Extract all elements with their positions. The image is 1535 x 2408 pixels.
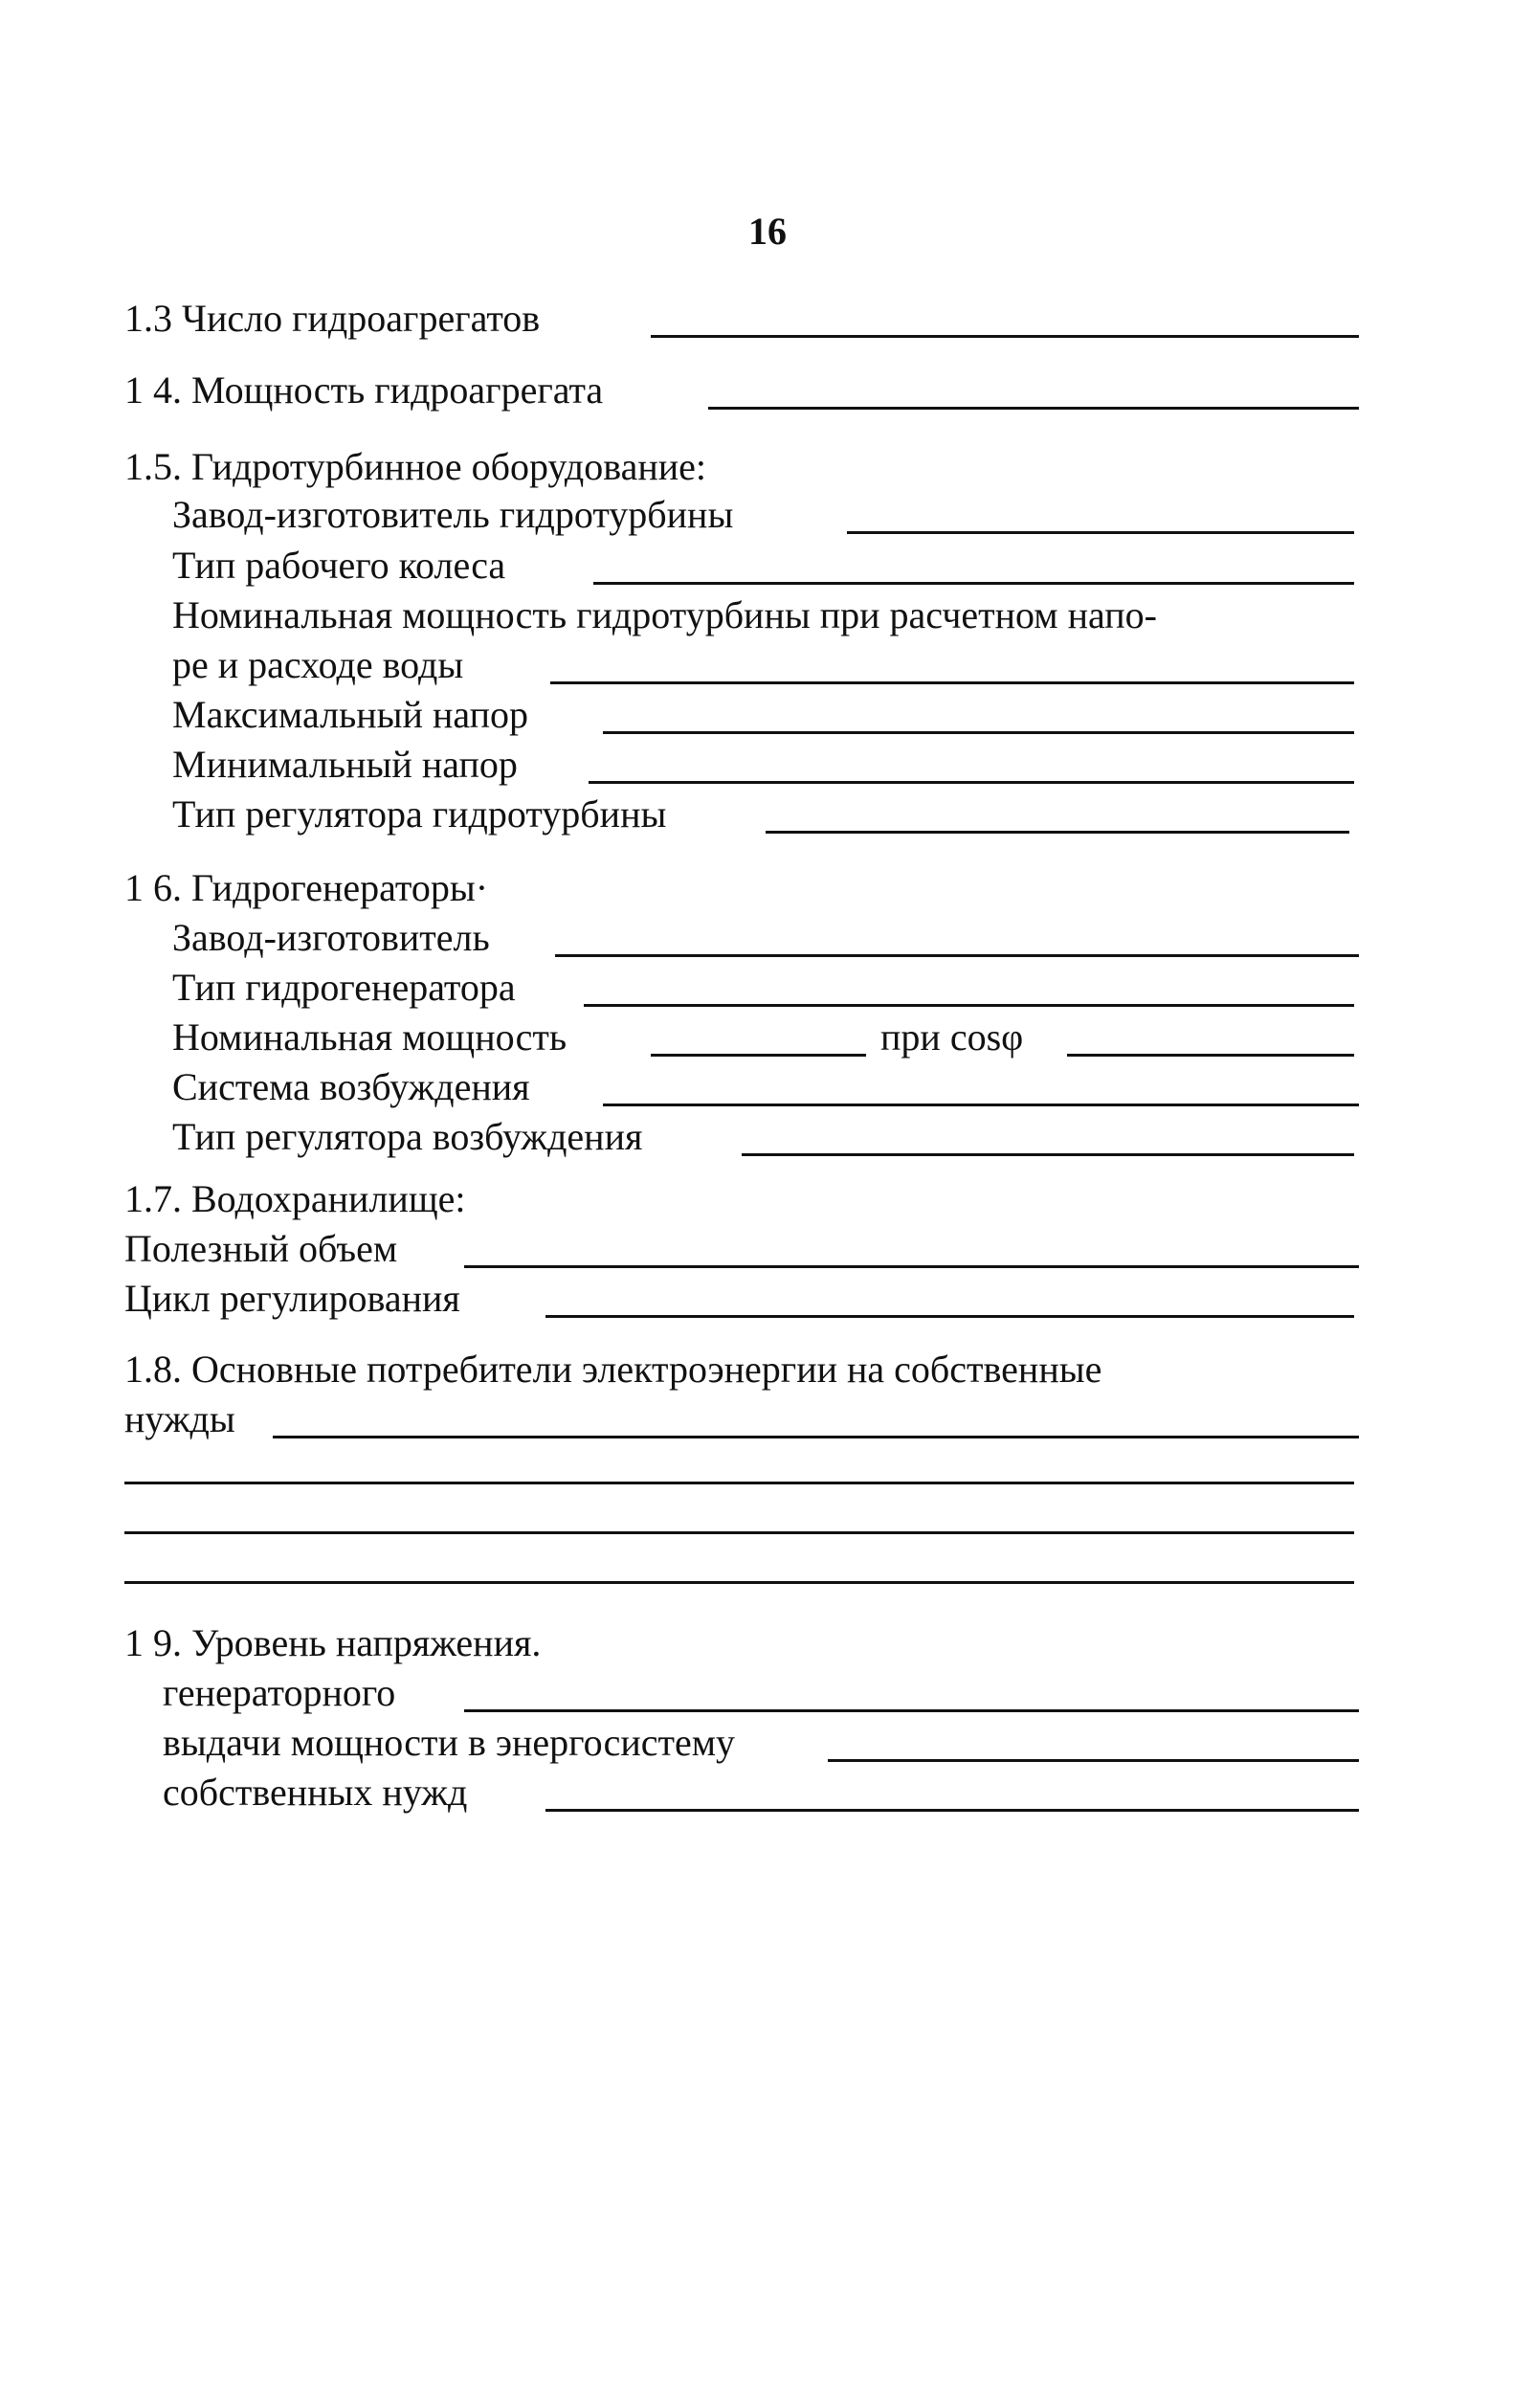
heading-turbine-equipment: 1.5. Гидротурбинное оборудование: [124, 445, 707, 488]
row-useful-volume [0, 1227, 1535, 1271]
field-generator-type[interactable] [584, 1004, 1354, 1007]
page-number: 16 [748, 210, 787, 253]
row-generator-manufacturer [0, 916, 1535, 960]
field-excitation-system[interactable] [603, 1104, 1359, 1106]
row-generator-type [0, 966, 1535, 1010]
section-heading-reservoir [0, 1177, 1535, 1221]
row-generator-rated-power [0, 1015, 1535, 1059]
row-turbine-manufacturer [0, 493, 1535, 537]
label-voltage-generator: генераторного [163, 1671, 396, 1714]
heading-reservoir: 1.7. Водохранилище: [124, 1177, 466, 1220]
label-aux-needs: нужды [124, 1397, 235, 1440]
field-number-of-units[interactable] [651, 335, 1359, 338]
field-excitation-regulator[interactable] [742, 1153, 1354, 1156]
row-blank-2 [0, 1503, 1535, 1547]
field-turbine-governor[interactable] [766, 831, 1349, 834]
label-regulation-cycle: Цикл регулирования [124, 1277, 460, 1320]
row-unit-power [0, 368, 1535, 412]
field-generator-rated-power[interactable] [651, 1054, 866, 1057]
field-max-head[interactable] [603, 731, 1354, 734]
field-generator-manufacturer[interactable] [555, 954, 1359, 957]
label-cos-phi: при cosφ [880, 1015, 1024, 1059]
label-generator-rated-power: Номинальная мощность [172, 1015, 567, 1059]
label-turbine-rated-power-cont: ре и расходе воды [172, 643, 464, 686]
field-voltage-generator[interactable] [464, 1709, 1359, 1712]
label-number-of-units: 1.3 Число гидроагрегатов [124, 297, 541, 340]
label-turbine-rated-power: Номинальная мощность гидротурбины при расчетном напо- [172, 593, 1157, 636]
row-aux-needs [0, 1397, 1535, 1441]
row-voltage-aux [0, 1771, 1535, 1815]
row-runner-type [0, 544, 1535, 588]
row-excitation-regulator [0, 1115, 1535, 1159]
row-voltage-output [0, 1721, 1535, 1765]
label-generator-manufacturer: Завод-изготовитель [172, 916, 490, 959]
row-blank-1 [0, 1453, 1535, 1497]
row-rated-power-1 [0, 593, 1535, 637]
label-voltage-aux: собственных нужд [163, 1771, 468, 1814]
field-min-head[interactable] [589, 781, 1354, 784]
field-aux-needs[interactable] [273, 1436, 1359, 1438]
field-unit-power[interactable] [708, 407, 1359, 410]
label-turbine-governor: Тип регулятора гидротурбины [172, 792, 667, 836]
row-voltage-generator [0, 1671, 1535, 1715]
row-blank-3 [0, 1552, 1535, 1596]
heading-consumers: 1.8. Основные потребители электроэнергии на собственные [124, 1348, 1102, 1391]
row-min-head [0, 743, 1535, 787]
section-heading-generators [0, 866, 1535, 910]
field-useful-volume[interactable] [464, 1265, 1359, 1268]
heading-generators: 1 6. Гидрогенераторы· [124, 866, 489, 909]
section-heading-voltage [0, 1621, 1535, 1665]
row-max-head [0, 693, 1535, 737]
row-rated-power-2 [0, 643, 1535, 687]
row-regulation-cycle [0, 1277, 1535, 1321]
label-voltage-output: выдачи мощности в энергосистему [163, 1721, 736, 1764]
label-excitation-system: Система возбуждения [172, 1065, 530, 1108]
label-generator-type: Тип гидрогенератора [172, 966, 516, 1009]
field-blank-line-3[interactable] [124, 1581, 1354, 1584]
heading-voltage-level: 1 9. Уровень напряжения. [124, 1621, 542, 1664]
section-heading-consumers [0, 1348, 1535, 1392]
label-unit-power: 1 4. Мощность гидроагрегата [124, 368, 604, 412]
row-number-of-units [0, 297, 1535, 341]
label-max-head: Максимальный напор [172, 693, 528, 736]
label-useful-volume: Полезный объем [124, 1227, 398, 1270]
label-turbine-manufacturer: Завод-изготовитель гидротурбины [172, 493, 734, 536]
row-turbine-governor [0, 792, 1535, 836]
field-runner-type[interactable] [593, 582, 1354, 585]
field-regulation-cycle[interactable] [545, 1315, 1354, 1318]
label-runner-type: Тип рабочего колеса [172, 544, 506, 587]
field-voltage-output[interactable] [828, 1759, 1359, 1762]
row-excitation-system [0, 1065, 1535, 1109]
label-min-head: Минимальный напор [172, 743, 518, 786]
field-turbine-rated-power[interactable] [550, 681, 1354, 684]
field-cos-phi[interactable] [1067, 1054, 1354, 1057]
field-blank-line-2[interactable] [124, 1531, 1354, 1534]
label-excitation-regulator: Тип регулятора возбуждения [172, 1115, 643, 1158]
field-turbine-manufacturer[interactable] [847, 531, 1354, 534]
field-voltage-aux[interactable] [545, 1809, 1359, 1812]
field-blank-line-1[interactable] [124, 1482, 1354, 1484]
section-heading-turbine [0, 445, 1535, 489]
